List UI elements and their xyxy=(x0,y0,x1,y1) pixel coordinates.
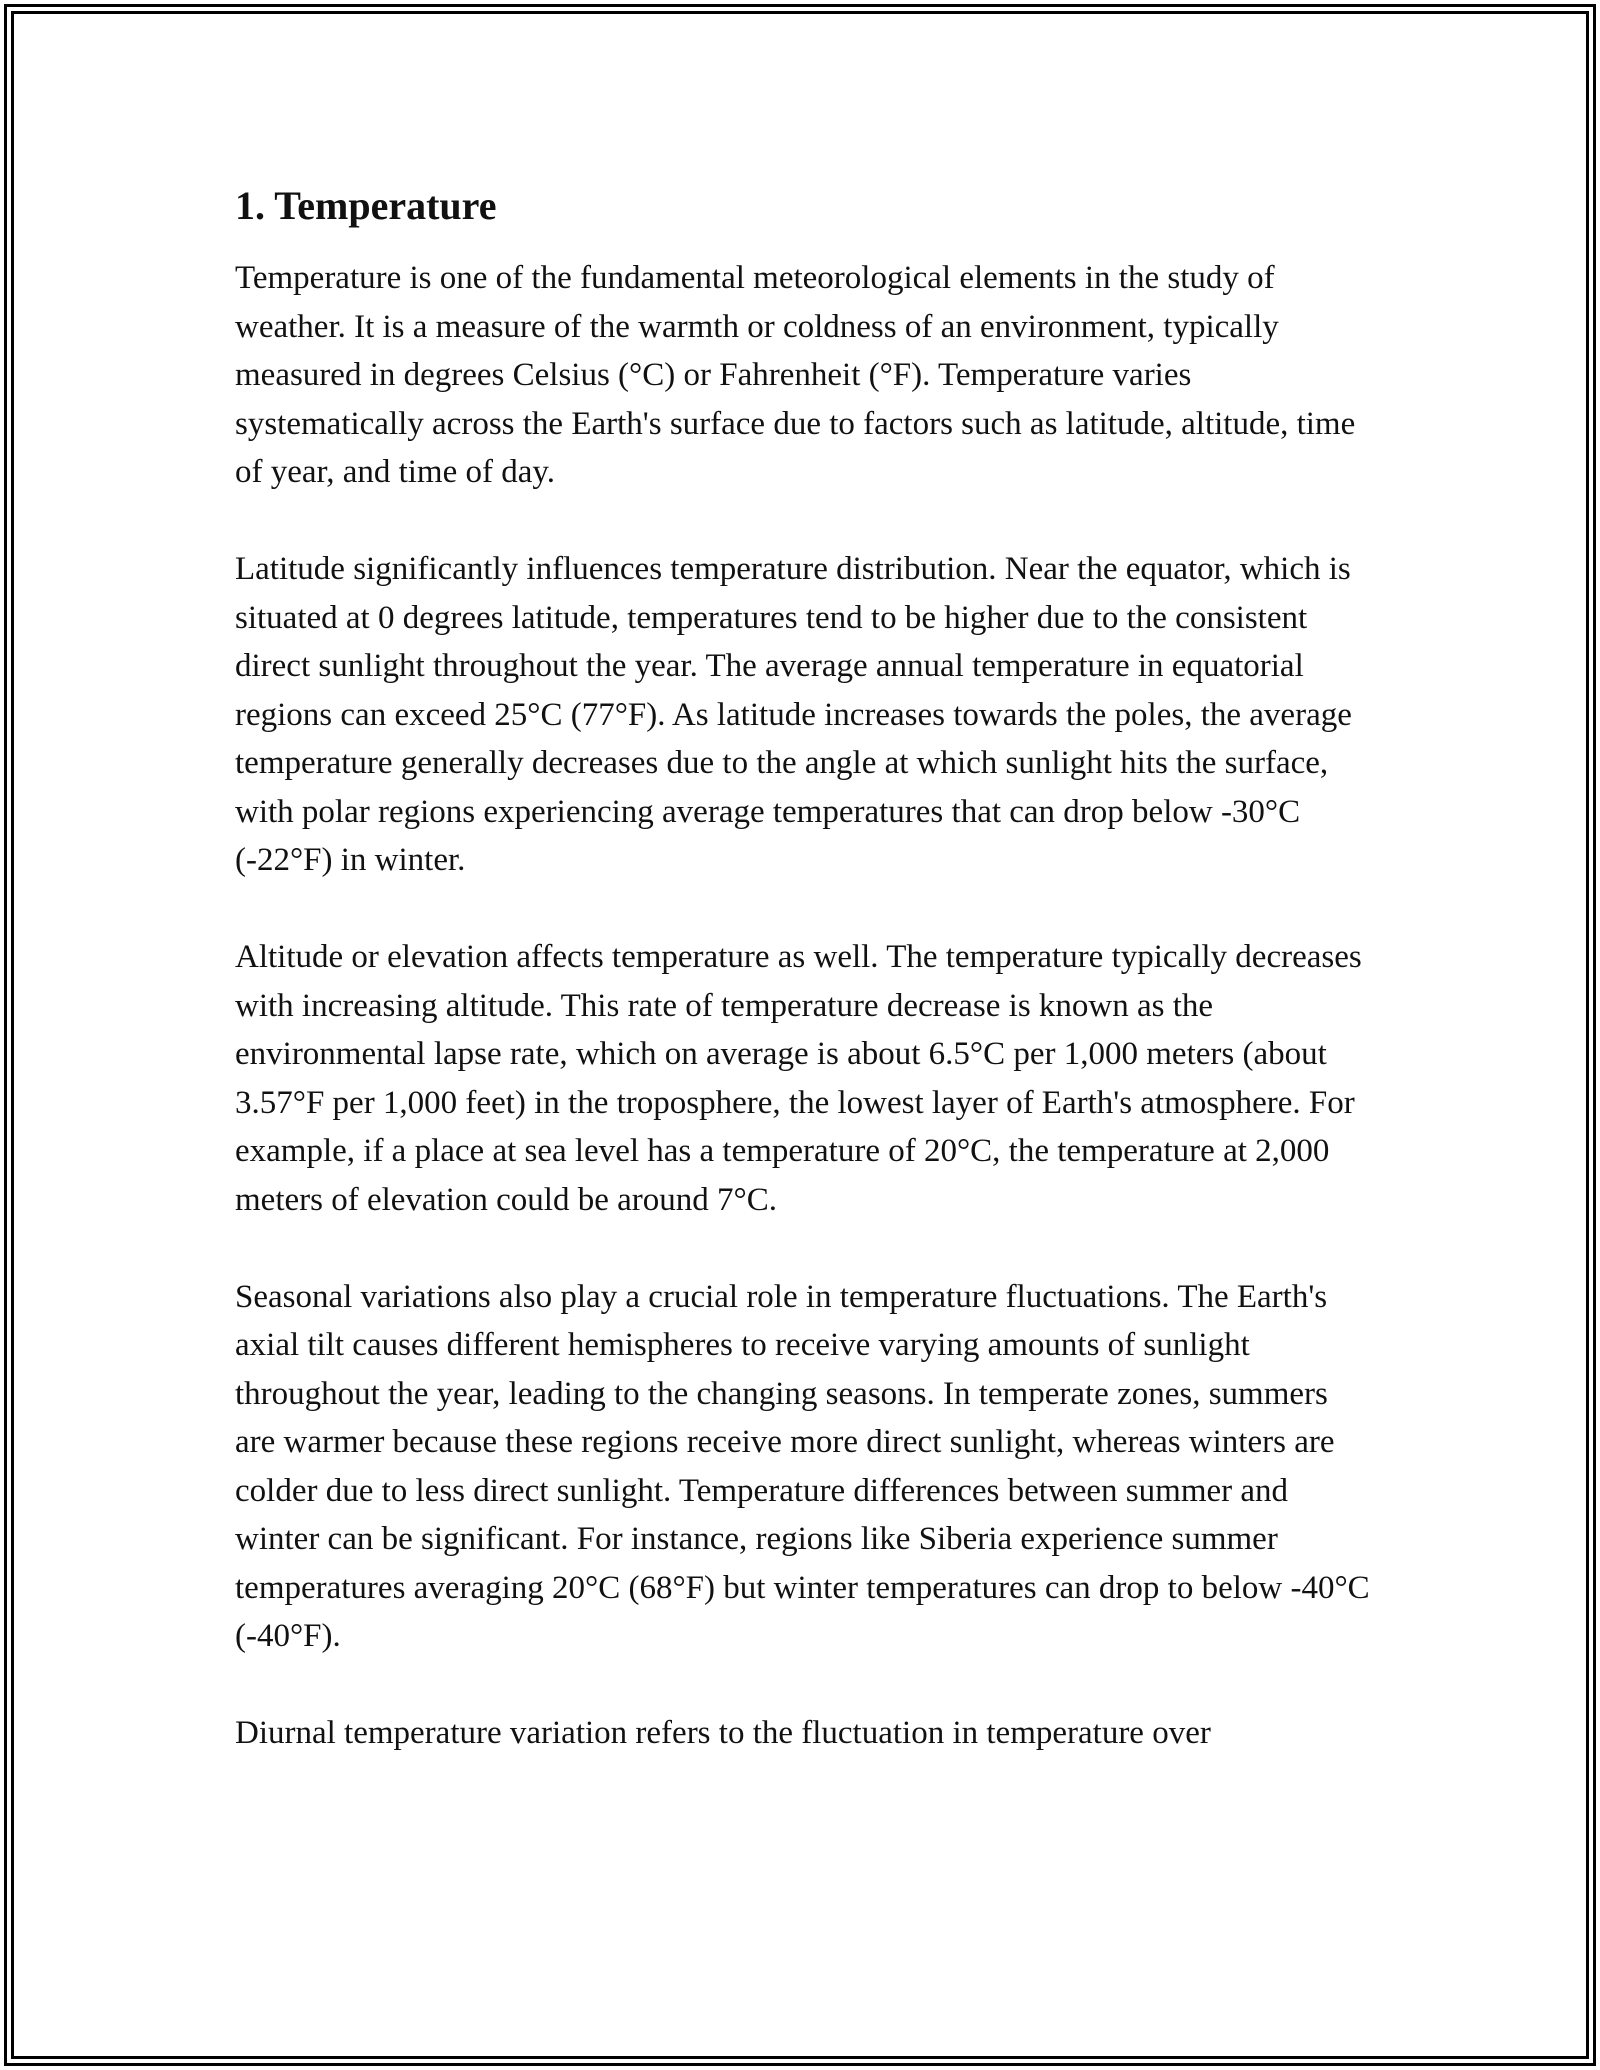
paragraph-latitude: Latitude significantly influences temperature distribution. Near the equator, which is situated at 0 degrees latitude, temperatures tend to be higher due to the consistent direct sunlight throughout the year. The average annual temperature in equatorial regions can exceed 25°C (77°F). As latitude increases towards the poles, the average temperature generally decreases due to the angle at which sunlight hits the surface, with polar regions experiencing average temperatures that can drop below -30°C (-22°F) in winter. xyxy=(235,551,1352,878)
section-heading: 1. Temperature xyxy=(235,183,497,228)
paragraph-intro: Temperature is one of the fundamental meteorological elements in the study of weather. It is a measure of the warmth or coldness of an environment, typically measured in degrees Celsius (°C) or Fahrenheit (°F). Temperature varies systematically across the Earth's surface due to factors such as latitude, altitude, time of year, and time of day. xyxy=(235,260,1356,490)
paragraph-altitude: Altitude or elevation affects temperature as well. The temperature typically decreases with increasing altitude. This rate of temperature decrease is known as the environmental lapse rate, which on average is about 6.5°C per 1,000 meters (about 3.57°F per 1,000 feet) in the troposphere, the lowest layer of Earth's atmosphere. For example, if a place at sea level has a temperature of 20°C, the temperature at 2,000 meters of elevation could be around 7°C. xyxy=(235,939,1362,1218)
paragraph-seasonal: Seasonal variations also play a crucial role in temperature fluctuations. The Earth's axial tilt causes different hemispheres to receive varying amounts of sunlight throughout the year, leading to the changing seasons. In temperate zones, summers are warmer because these regions receive more direct sunlight, whereas winters are colder due to less direct sunlight. Temperature differences between summer and winter can be significant. For instance, regions like Siberia experience summer temperatures averaging 20°C (68°F) but winter temperatures can drop to below -40°C (-40°F). xyxy=(235,1278,1370,1654)
document-body xyxy=(235,180,1375,1758)
paragraph-diurnal: Diurnal temperature variation refers to the fluctuation in temperature over xyxy=(235,1715,1211,1751)
